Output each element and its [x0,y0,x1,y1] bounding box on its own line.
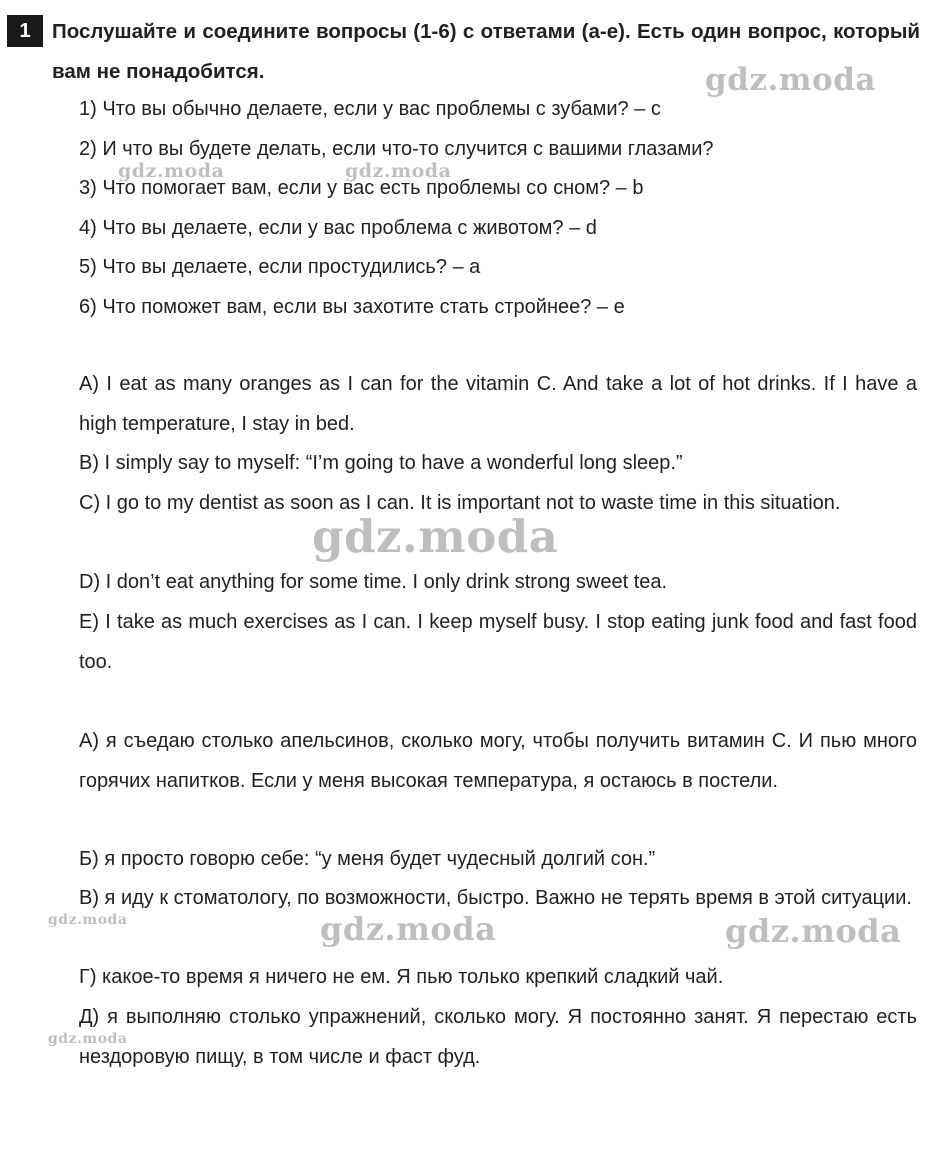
answer-en-item: D) I don’t eat anything for some time. I only drink strong sweet tea. [79,571,668,593]
answer-ru-item: Д) я выполняю столько упражнений, сколько могу. Я постоянно занят. Я перестаю есть нездоровую пищу, в том числе и фаст фуд. [79,1006,917,1068]
watermark: gdz.moda [48,912,128,928]
answer-en-item: C) I go to my dentist as soon as I can. It is important not to waste time in this situation. [79,492,841,514]
watermark: gdz.moda [345,160,452,182]
answer-en-item: E) I take as much exercises as I can. I keep myself busy. I stop eating junk food and fast food too. [79,611,917,673]
question-item: 3) Что помогает вам, если у вас есть проблемы со сном? – b [79,177,644,199]
question-item: 1) Что вы обычно делаете, если у вас проблемы с зубами? – c [79,98,661,120]
watermark: gdz.moda [118,160,225,182]
answer-ru-item: Г) какое-то время я ничего не ем. Я пью только крепкий сладкий чай. [79,966,724,988]
answer-ru-item: Б) я просто говорю себе: “у меня будет чудесный долгий сон.” [79,848,656,870]
answer-ru-item: В) я иду к стоматологу, по возможности, быстро. Важно не терять время в этой ситуации. [79,887,912,909]
watermark: gdz.moda [705,62,876,98]
watermark: gdz.moda [312,510,559,563]
task-number-badge: 1 [7,15,43,47]
answer-ru-item: А) я съедаю столько апельсинов, сколько могу, чтобы получить витамин С. И пью много горячих напитков. Если у меня высокая температура, я остаюсь в постели. [79,730,917,792]
question-item: 6) Что поможет вам, если вы захотите стать стройнее? – e [79,296,625,318]
answer-en-item: A) I eat as many oranges as I can for the vitamin C. And take a lot of hot drinks. If I have a high temperature, I stay in bed. [79,373,917,435]
watermark: gdz.moda [725,912,902,950]
question-item: 4) Что вы делаете, если у вас проблема с животом? – d [79,217,597,239]
question-item: 5) Что вы делаете, если простудились? – a [79,256,481,278]
answer-en-item: B) I simply say to myself: “I’m going to have a wonderful long sleep.” [79,452,683,474]
question-item: 2) И что вы будете делать, если что-то случится с вашими глазами? [79,138,714,160]
task-instruction: Послушайте и соедините вопросы (1-6) с ответами (a-e). Есть один вопрос, который вам не понадобится. [52,20,920,83]
watermark: gdz.moda [320,910,497,948]
watermark: gdz.moda [48,1031,128,1047]
